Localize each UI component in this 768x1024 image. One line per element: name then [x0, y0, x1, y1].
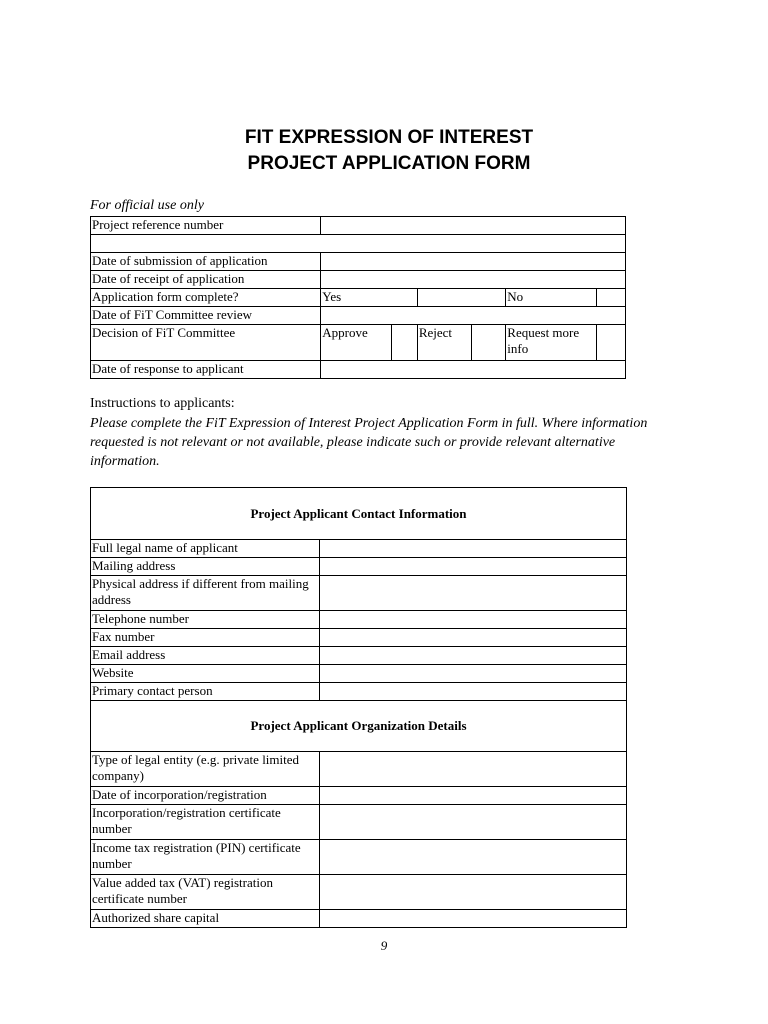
physical-address-label: Physical address if different from mailing address [91, 576, 320, 611]
date-response-label: Date of response to applicant [91, 361, 321, 379]
legal-name-field[interactable] [320, 540, 627, 558]
primary-contact-field[interactable] [320, 683, 627, 701]
no-checkbox[interactable] [596, 289, 625, 307]
email-field[interactable] [320, 647, 627, 665]
legal-entity-field[interactable] [320, 752, 627, 787]
vat-certificate-field[interactable] [320, 875, 627, 910]
website-field[interactable] [320, 665, 627, 683]
fax-label: Fax number [91, 629, 320, 647]
committee-review-label: Date of FiT Committee review [91, 307, 321, 325]
date-receipt-label: Date of receipt of application [91, 271, 321, 289]
page-number: 9 [380, 938, 388, 953]
instructions-heading: Instructions to applicants: [90, 396, 235, 411]
share-capital-field[interactable] [320, 910, 627, 928]
primary-contact-label: Primary contact person [91, 683, 320, 701]
request-more-info-checkbox[interactable] [596, 325, 625, 361]
request-more-info-label: Request more info [506, 325, 597, 361]
contact-section-heading: Project Applicant Contact Information [91, 488, 627, 540]
project-reference-field[interactable] [321, 217, 626, 235]
date-receipt-field[interactable] [321, 271, 626, 289]
incorporation-date-label: Date of incorporation/registration [91, 787, 320, 805]
incorporation-certificate-field[interactable] [320, 805, 627, 840]
date-submission-label: Date of submission of application [91, 253, 321, 271]
share-capital-label: Authorized share capital [91, 910, 320, 928]
yes-checkbox[interactable] [417, 289, 505, 307]
telephone-label: Telephone number [91, 611, 320, 629]
committee-review-field[interactable] [321, 307, 626, 325]
legal-name-label: Full legal name of applicant [91, 540, 320, 558]
website-label: Website [91, 665, 320, 683]
legal-entity-label: Type of legal entity (e.g. private limited company) [91, 752, 320, 787]
applicant-details-table [90, 487, 627, 928]
form-title-line2: PROJECT APPLICATION FORM [247, 153, 531, 174]
reject-checkbox[interactable] [472, 325, 506, 361]
physical-address-field[interactable] [320, 576, 627, 611]
pin-certificate-label: Income tax registration (PIN) certificate number [91, 840, 320, 875]
email-label: Email address [91, 647, 320, 665]
form-complete-label: Application form complete? [91, 289, 321, 307]
fax-field[interactable] [320, 629, 627, 647]
date-submission-field[interactable] [321, 253, 626, 271]
incorporation-certificate-label: Incorporation/registration certificate number [91, 805, 320, 840]
incorporation-date-field[interactable] [320, 787, 627, 805]
reject-option-label: Reject [417, 325, 471, 361]
official-use-caption: For official use only [90, 198, 204, 213]
approve-option-label: Approve [321, 325, 391, 361]
date-response-field[interactable] [321, 361, 626, 379]
vat-certificate-label: Value added tax (VAT) registration certificate number [91, 875, 320, 910]
organization-section-heading: Project Applicant Organization Details [91, 701, 627, 752]
form-title-line1: FIT EXPRESSION OF INTEREST [244, 127, 534, 148]
official-use-table [90, 216, 626, 379]
telephone-field[interactable] [320, 611, 627, 629]
committee-decision-label: Decision of FiT Committee [91, 325, 321, 361]
mailing-address-field[interactable] [320, 558, 627, 576]
instructions-body: Please complete the FiT Expression of Interest Project Application Form in full. Where information requested is not relevant or not available, please indicate such or provide relevant alternative information. [90, 416, 648, 469]
no-option-label: No [506, 289, 597, 307]
yes-option-label: Yes [321, 289, 418, 307]
project-reference-label: Project reference number [91, 217, 321, 235]
mailing-address-label: Mailing address [91, 558, 320, 576]
official-use-spacer-row [91, 235, 626, 253]
pin-certificate-field[interactable] [320, 840, 627, 875]
approve-checkbox[interactable] [391, 325, 417, 361]
